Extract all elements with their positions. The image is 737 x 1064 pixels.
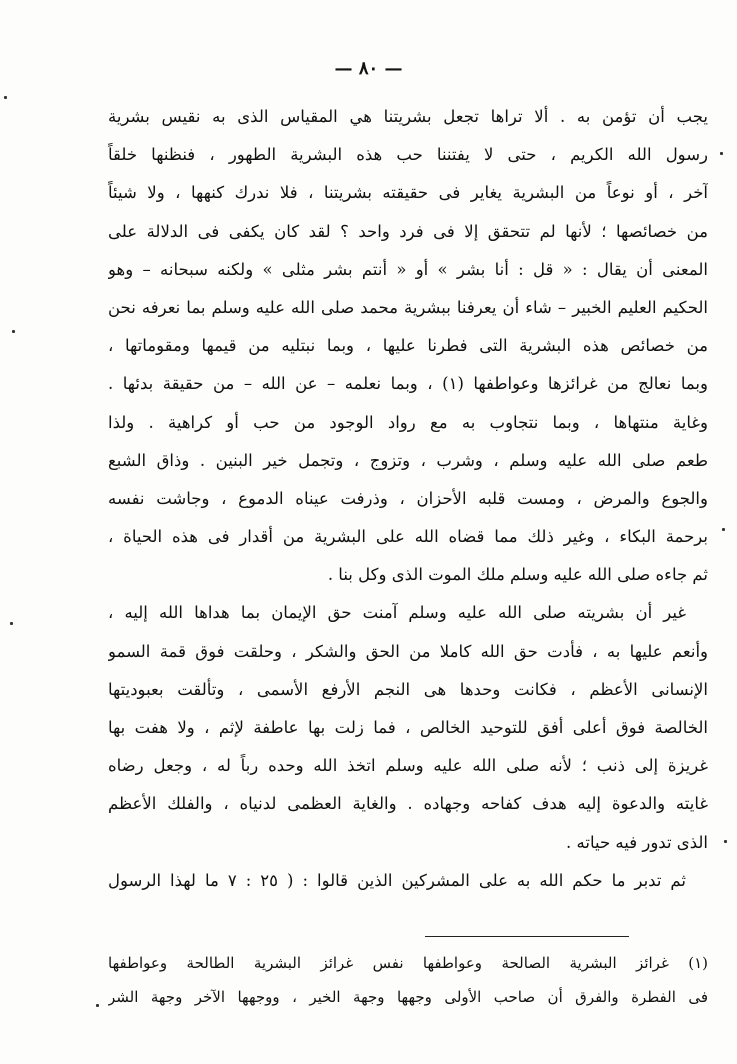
text-line: ثم تدبر ما حكم الله به على المشركين الذين قالوا : ( ٢٥ : ٧ ما لهذا الرسول xyxy=(108,870,686,890)
text-line: المعنى أن يقال : « قل : أنا بشر » أو « أنتم بشر مثلى » ولكنه سبحانه – وهو xyxy=(108,259,708,279)
margin-speck xyxy=(96,1004,99,1007)
text-line: وأنعم عليها به ، فأدت حق الله كاملا من الحق والشكر ، وحلقت فوق قمة السمو xyxy=(108,641,708,661)
margin-speck xyxy=(724,840,727,843)
text-line: غايته والدعوة إليه هدف كفاحه وجهاده . والغاية العظمى لدنياه ، والفلك الأعظم xyxy=(108,794,708,814)
text-line: الذى تدور فيه حياته . xyxy=(566,832,708,852)
text-line: غريزة إلى ذنب ؛ لأنه صلى الله عليه وسلم اتخذ الله وحده رباً له ، وجعل رضاه xyxy=(108,756,708,776)
text-line: الإنسانى الأعظم ، فكانت وحدها هى النجم الأرفع الأسمى ، وتألقت بعبوديتها xyxy=(108,679,708,699)
footnote-line: فى الفطرة والفرق أن صاحب الأولى وجهها وجهة الخير ، ووجهها الآخر وجهة الشر xyxy=(108,988,708,1006)
text-line: من خصائص هذه البشرية التى فطرنا عليها ، وبما نبتليه من قيمها ومقوماتها ، xyxy=(108,336,708,356)
text-line: آخر ، أو نوعاً من البشرية يغاير فى حقيقته بشريتنا ، فلا ندرك كنهها ، ولا شيئاً xyxy=(108,183,708,203)
text-line: برحمة البكاء ، وغير ذلك مما قضاه الله على البشرية من أقدار فى هذه الحياة ، xyxy=(108,527,708,547)
footnote-line: (١) غرائز البشرية الصالحة وعواطفها نفس غرائز البشرية الطالحة وعواطفها xyxy=(108,954,708,972)
text-line: يجب أن تؤمن به . ألا تراها تجعل بشريتنا هي المقياس الذى به نقيس بشرية xyxy=(108,107,708,126)
margin-speck xyxy=(10,622,13,625)
text-line: رسول الله الكريم ، حتى لا يفتننا حب هذه البشرية الطهور ، فنظنها خلقاً xyxy=(108,145,708,165)
margin-speck xyxy=(722,528,725,531)
text-line: غير أن بشريته صلى الله عليه وسلم آمنت حق الإيمان بما هداها الله إليه ، xyxy=(108,603,686,623)
text-line: طعم صلى الله عليه وسلم ، وشرب ، وتزوج ، وتجمل خير البنين . وذاق الشبع xyxy=(108,450,708,470)
page-number: — ٨٠ — xyxy=(334,58,403,79)
margin-speck xyxy=(720,152,723,155)
text-line: والجوع والمرض ، ومست قلبه الأحزان ، وذرفت عيناه الدموع ، وجاشت نفسه xyxy=(108,488,708,508)
text-line: من خصائصها ؛ لأنها لم تتحقق إلا فى فرد واحد ؟ لقد كان يكفى فى الدلالة على xyxy=(108,221,708,241)
footnote-divider xyxy=(425,936,629,937)
text-line: الخالصة فوق أعلى أفق للتوحيد الخالص ، فما زلت بها عاطفة لإثم ، ولا هفت بها xyxy=(108,718,708,737)
main-text-block xyxy=(108,98,708,900)
footnotes-block xyxy=(108,946,708,1014)
text-line: وغاية منتهاها ، وبما نتجاوب به مع رواد الوجود من حب أو كراهية . ولذا xyxy=(108,412,708,432)
text-line: الحكيم العليم الخبير – شاء أن يعرفنا ببشرية محمد صلى الله عليه وسلم بما نعرفه نحن xyxy=(108,297,708,317)
margin-speck xyxy=(12,330,15,333)
text-line: وبما نعالج من غرائزها وعواطفها (١) ، وبما نعلمه – عن الله – من حقيقة بدئها . xyxy=(108,374,708,394)
text-line: ثم جاءه صلى الله عليه وسلم ملك الموت الذى وكل بنا . xyxy=(327,565,708,585)
margin-speck xyxy=(4,96,7,99)
